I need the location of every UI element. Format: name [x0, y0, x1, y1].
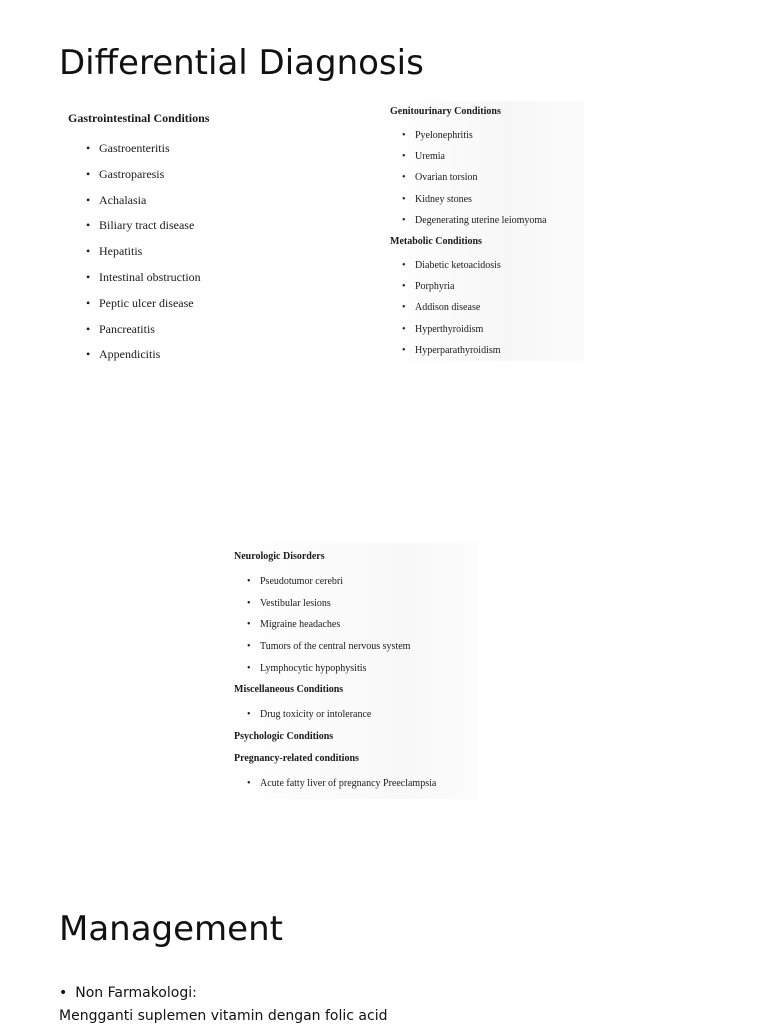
- differential-diagnosis-title: Differential Diagnosis: [59, 43, 424, 83]
- genitourinary-metabolic-image: [384, 101, 584, 361]
- psychologic-heading: Psychologic Conditions: [234, 731, 334, 743]
- list-item: • Kidney stones: [415, 193, 584, 206]
- management-text: Mengganti suplemen vitamin dengan folic acid: [59, 1008, 388, 1024]
- list-item: • Hyperthyroidism: [415, 323, 584, 336]
- management-bullet: • Non Farmakologi:: [59, 983, 387, 1003]
- gastrointestinal-heading: Gastrointestinal Conditions: [68, 111, 210, 125]
- list-item: • Vestibular lesions: [260, 597, 478, 610]
- list-item: • Pyelonephritis: [415, 129, 584, 142]
- neurologic-heading: Neurologic Disorders: [234, 551, 325, 562]
- genitourinary-list: [415, 129, 584, 227]
- list-item: • Migraine headaches: [260, 618, 478, 631]
- list-item: • Pancreatitis: [99, 321, 328, 337]
- pregnancy-list: [260, 777, 478, 790]
- list-item: • Biliary tract disease: [99, 217, 328, 233]
- list-item: • Hepatitis: [99, 243, 328, 259]
- list-item: • Gastroenteritis: [99, 140, 328, 156]
- list-item: • Diabetic ketoacidosis: [415, 259, 584, 272]
- pregnancy-heading: Pregnancy-related conditions: [234, 753, 359, 765]
- miscellaneous-list: [260, 708, 478, 721]
- list-item: • Porphyria: [415, 280, 584, 293]
- list-item: • Acute fatty liver of pregnancy Preeclampsia: [260, 777, 478, 790]
- list-item: • Uremia: [415, 150, 584, 163]
- list-item: • Peptic ulcer disease: [99, 295, 328, 311]
- list-item: • Achalasia: [99, 192, 328, 208]
- metabolic-list: [415, 259, 584, 357]
- metabolic-heading: Metabolic Conditions: [390, 235, 482, 247]
- gastrointestinal-conditions-image: [68, 110, 328, 372]
- list-item: • Degenerating uterine leiomyoma: [415, 214, 584, 227]
- list-item: • Hyperparathyroidism: [415, 344, 584, 357]
- list-item: • Drug toxicity or intolerance: [260, 708, 478, 721]
- list-item: • Pseudotumor cerebri: [260, 575, 478, 588]
- list-item: • Lymphocytic hypophysitis: [260, 662, 478, 675]
- neurologic-list: [260, 575, 478, 675]
- list-item: • Tumors of the central nervous system: [260, 640, 478, 653]
- gastrointestinal-list: [99, 140, 328, 362]
- management-content: [59, 983, 387, 1026]
- list-item: • Gastroparesis: [99, 166, 328, 182]
- list-item: • Addison disease: [415, 301, 584, 314]
- list-item: • Intestinal obstruction: [99, 269, 328, 285]
- list-item: • Ovarian torsion: [415, 171, 584, 184]
- miscellaneous-heading: Miscellaneous Conditions: [234, 684, 344, 696]
- genitourinary-heading: Genitourinary Conditions: [390, 106, 501, 117]
- management-title: Management: [59, 909, 283, 949]
- neurologic-other-conditions-image: [228, 543, 478, 799]
- list-item: • Appendicitis: [99, 346, 328, 362]
